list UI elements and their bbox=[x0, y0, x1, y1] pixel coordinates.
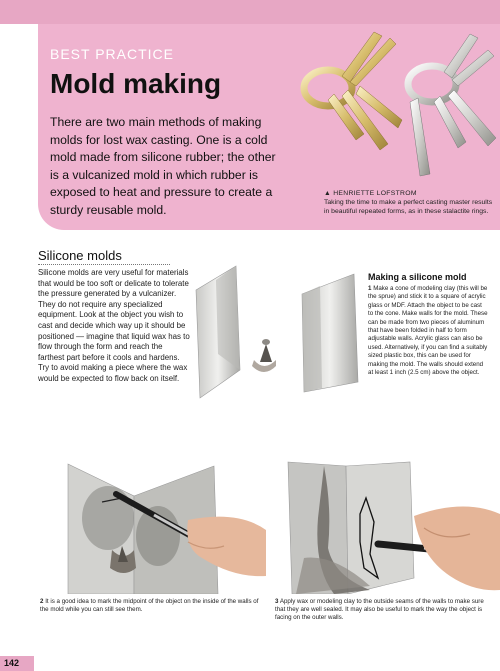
step-3-number: 3 bbox=[275, 598, 279, 605]
page-title: Mold making bbox=[50, 68, 222, 99]
section-heading: Silicone molds bbox=[38, 248, 122, 263]
marking-mold-photo bbox=[38, 458, 266, 594]
stalactite-rings-photo bbox=[290, 24, 500, 182]
section-divider bbox=[38, 264, 170, 265]
sealing-seams-photo bbox=[274, 458, 500, 594]
best-practice-header bbox=[38, 24, 500, 230]
credit-text: Taking the time to make a perfect casting master results in beautiful repeated forms, as in these stalactite rings. bbox=[324, 199, 493, 215]
step-1-number: 1 bbox=[368, 285, 372, 292]
page-number: 142 bbox=[4, 658, 20, 668]
mold-walls-photo bbox=[192, 262, 364, 412]
section-body-text: Silicone molds are very useful for materials that would be too soft or delicate to tolerate the pressure generated by a vulcanizer. They do not require any specialized equipment. Look at the object you wish to cast and decide which way up it should be positioned — imagine that liquid wax has to flow through the form and reach the farthest part before it cools and hardens. Try to avoid making a piece where the wax would be expected to flow back on itself. bbox=[38, 268, 190, 383]
step-2-number: 2 bbox=[40, 598, 44, 605]
top-color-band bbox=[0, 0, 500, 24]
credit-name: ▲ HENRIETTE LOFSTROM bbox=[324, 190, 417, 197]
step-1-text: Make a cone of modeling clay (this will be the sprue) and stick it to a square of acrylic glass or MDF. Attach the object to be cast to the cone. Make walls for the mold. These can be made from two pieces of aluminum that have been folded in half to form adjustable walls. Acrylic glass can also be used. Alternatively, if you can find a suitably sized plastic box, this can be used for making the mold. The walls should extend at least 1 inch (2.5 cm) above the object. bbox=[368, 285, 488, 377]
section-label: BEST PRACTICE bbox=[50, 46, 174, 62]
photo-credit bbox=[324, 189, 494, 216]
caption-step-3 bbox=[275, 598, 490, 623]
sidebar-heading: Making a silicone mold bbox=[368, 272, 467, 282]
sidebar-step-1 bbox=[368, 285, 488, 377]
step-2-text: It is a good idea to mark the midpoint of the object on the inside of the walls of the mold while you can still see them. bbox=[40, 598, 259, 614]
step-3-text: Apply wax or modeling clay to the outside seams of the walls to make sure that they are well sealed. It may also be useful to mark the way the object is facing on the outer walls. bbox=[275, 598, 484, 622]
intro-text: There are two main methods of making molds for lost wax casting. One is a cold mold made from silicone rubber; the other is a vulcanized mold in which rubber is exposed to heat and pressure to create a sturdy reusable mold. bbox=[50, 115, 276, 217]
caption-step-2 bbox=[40, 598, 260, 614]
